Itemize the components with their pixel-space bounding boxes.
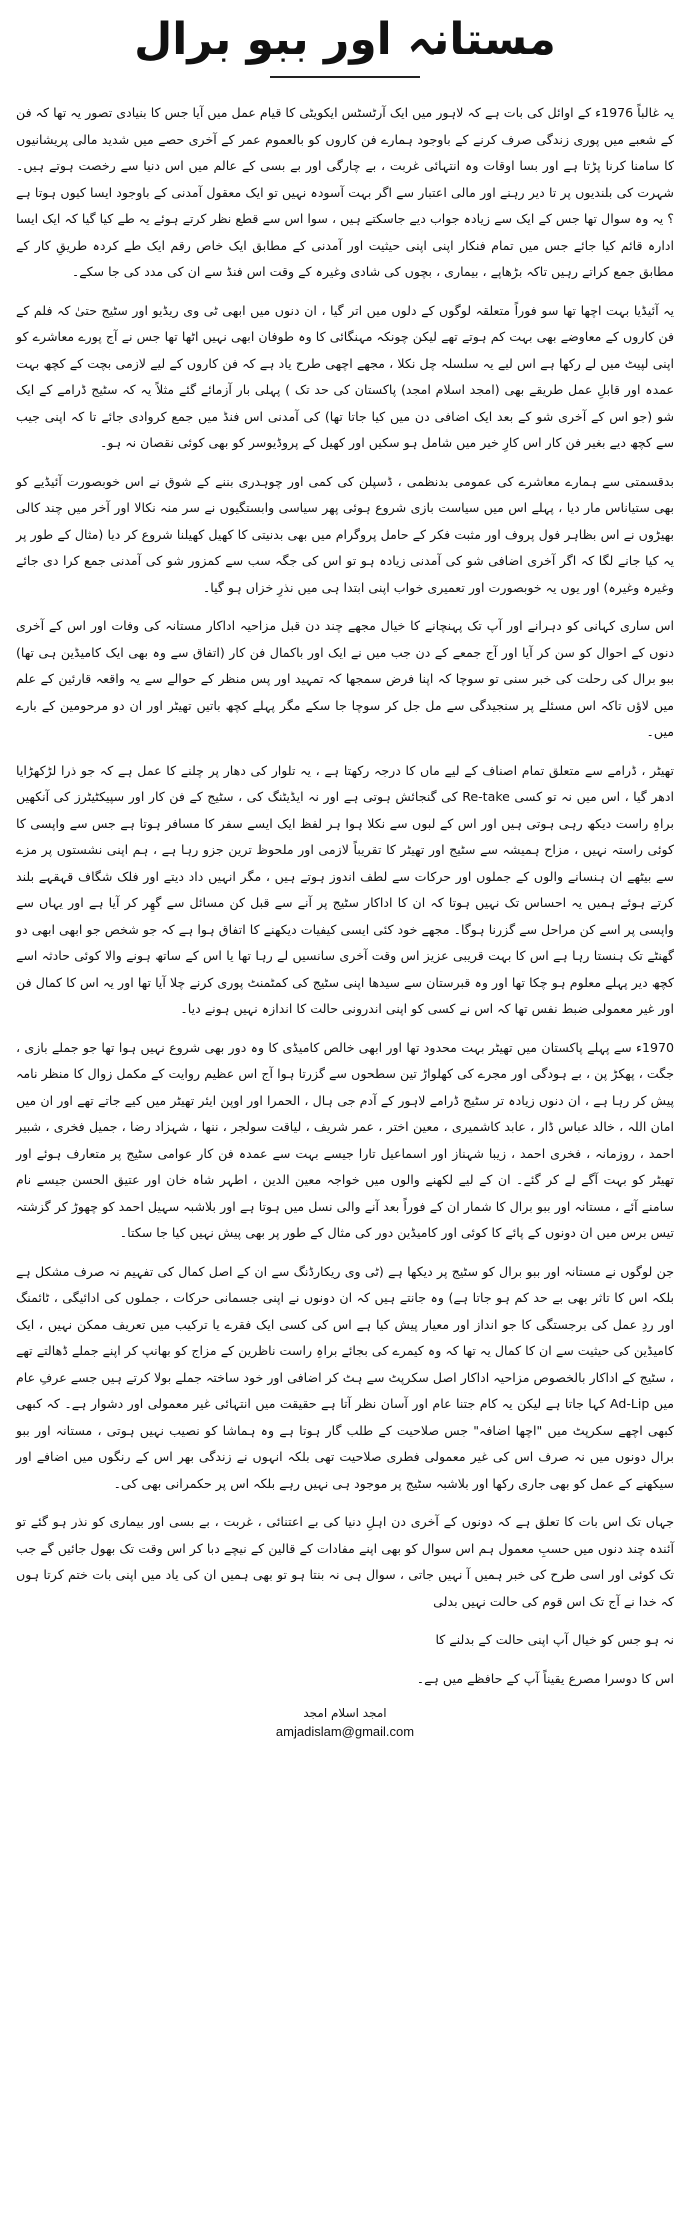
paragraph-9: نہ ہو جس کو خیال آپ اپنی حالت کے بدلنے کا xyxy=(435,1632,674,1647)
paragraph-2: یہ آئیڈیا بہت اچھا تھا سو فوراً متعلقہ لوگوں کے دلوں میں اتر گیا ، ان دنوں میں ابھی ٹی وی ریڈیو اور سٹیج حتیٰ کہ فلم کے فن کاروں کے معاوضے بھی بہت کم ہوتے تھے لیکن چونکہ مہنگائی کا وہ طوفان ابھی نہیں اٹھا تھا جس نے آج پورے معاشرے کو اپنی لپیٹ میں لے رکھا ہے اس لیے یہ سلسلہ چل نکلا ، مجھے اچھی طرح یاد ہے کہ فن کاروں کے لیے لازمی بچت کے کچھ بہت عمدہ اور قابلِ عمل طریقے بھی (امجد اسلام امجد) پاکستان کی حد تک ) پہلی بار آزمائے گئے مثلاً یہ کہ سٹیج ڈرامے کے ایک شو (جو اس کے آخری شو کے بعد ایک اضافی دن میں کیا جاتا تھا) کی آمدنی اس فنڈ میں جمع کروادی جائے تا کہ اپنی جیب سے کچھ دیے بغیر فن کار اس کارِ خیر میں شامل ہو سکیں اور کھیل کے پروڈیوسر کو بھی کوئی نقصان نہ ہو۔ xyxy=(16,302,674,450)
byline xyxy=(16,1704,674,1742)
paragraph-5: تھیٹر ، ڈرامے سے متعلق تمام اصناف کے لیے ماں کا درجہ رکھتا ہے ، یہ تلوار کی دھار پر چلنے کا عمل ہے کہ جو ذرا لڑکھڑایا ادھر گیا ، اس میں نہ تو کسی Re-take کی گنجائش ہوتی ہے اور نہ ایڈیٹنگ کی ، سٹیج کے فن کار اور سپیکٹیٹرز کی آنکھیں براہِ راست دیکھ رہی ہوتی ہیں اور اس کے لبوں سے نکلا ہوا ہر لفظ ایک ایسے سفر کا مسافر ہوتا ہے جس سے واپسی کا کوئی راستہ نہیں ، مزاح ہمیشہ سے سٹیج اور تھیٹر کا تقریباً لازمی اور ملحوظ ترین جزو رہا ہے ، ہم اپنی نشستوں پر مزے سے بیٹھے ان ہنسانے والوں کے جملوں اور حرکات سے لطف اندوز ہوتے ہیں ، مگر انہیں داد دیتے اور فلک شگاف قہقہے بلند کرتے ہوئے ہمیں یہ احساس تک نہیں ہوتا کہ ان کا اداکار سٹیج پر آنے سے قبل کن مسائل سے گھِر کر آیا ہے اور یہاں سے واپسی پر اسے کن مراحل سے گزرنا ہوگا۔ مجھے خود کئی ایسی کیفیات دیکھنے کا اتفاق ہوا ہے کہ جو شخص جو ابھی ابھی دو گھنٹے تک ہنستا رہا ہے اس کا بہت قریبی عزیز اس وقت آخری سانسیں لے رہا تھا یا اس کے ساتھ ہونے والا کوئی حادثہ اسے کچھ دیر پہلے معلوم ہو چکا تھا اور وہ قبرستان سے سیدھا اپنی سٹیج کی کمٹمنٹ پوری کرنے چلا آیا تھا اور یہ اس کا کمال فن اور غیر معمولی ضبط نفس تھا کہ اس نے کسی کو اپنی اندرونی حالت کا اندازہ نہیں ہونے دیا۔ xyxy=(16,762,674,1016)
article-body xyxy=(16,100,674,1692)
author-email[interactable]: amjadislam@gmail.com xyxy=(275,1724,415,1739)
paragraph-3: بدقسمتی سے ہمارے معاشرے کی عمومی بدنظمی ، ڈسپلن کی کمی اور چوہدری بننے کے شوق نے اس خوبصورت آئیڈیے کو بھی ستیاناس مار دیا ، پہلے اس میں سیاست بازی شروع ہوئی پھر سیاسی وابستگیوں نے سر منہ نکالا اور آخر میں چند کالی بھیڑوں نے اس بظاہر فول پروف اور مثبت فکر کے حامل پروگرام میں بھی بدنیتی کا کھیل کھیلنا شروع کر دیا (مثال کے طور پر یہ کیا جانے لگا کہ اگر آخری اضافی شو کی آمدنی زیادہ ہو تو اس کی جگہ سب سے کمزور شو کی آمدنی جمع کرا دی جائے وغیرہ وغیرہ) اور یوں یہ خوبصورت اور تعمیری خواب اپنی ابتدا ہی میں نذرِ خزاں ہو گیا۔ xyxy=(16,473,674,595)
paragraph-6: 1970ء سے پہلے پاکستان میں تھیٹر بہت محدود تھا اور ابھی خالص کامیڈی کا وہ دور بھی شروع نہیں ہوا تھا جو جملے بازی ، جگت ، پھکڑ پن ، بے ہودگی اور مجرے کی کھلواڑ تین سطحوں سے گزرتا ہوا آج اس عظیم روایت کے مکمل زوال کا منظر نامہ پیش کر رہا ہے ، ان دنوں زیادہ تر سٹیج ڈرامے لاہور کے آدم جی ہال ، الحمرا اور اوپن ایئر تھیٹر میں کیے جاتے تھے اور ان میں امان اللہ ، خالد عباس ڈار ، عابد کاشمیری ، معین اختر ، عمر شریف ، لیاقت سولجر ، ننھا ، شہزاد رضا ، جمیل فخری ، شبیر احمد ، روزمانہ ، فخری احمد ، زیبا شہناز اور اسماعیل تارا جیسے بہت سے عمدہ فن کار عوامی سٹیج پر متعارف ہوئے اور تھیٹر کو بہت آگے لے کر گئے۔ ان کے لیے لکھنے والوں میں خواجہ معین الدین ، اطہر شاہ خان اور عتیق الحسن جیسے نام سامنے آئے ، مستانہ اور ببو برال کا شمار ان کے فوراً بعد آنے والی نسل میں ہوتا ہے اور بلاشبہ سہیل احمد کو چھوڑ کر گزشتہ تیس برس میں ان دونوں کے پائے کا کوئی اور کامیڈین دور کی مثال کے طور پر بھی پیش نہیں کیا جا سکتا۔ xyxy=(16,1039,674,1240)
paragraph-1: یہ غالباً 1976ء کے اوائل کی بات ہے کہ لاہور میں ایک آرٹسٹس ایکویٹی کا قیام عمل میں آیا جس کا بنیادی تصور یہ تھا کہ فن کے شعبے میں پوری زندگی صرف کرنے کے باوجود ہمارے فن کاروں کو بالعموم عمر کے آخری حصے میں شدید مالی پریشانیوں کا سامنا کرنا پڑتا ہے اور بسا اوقات وہ انتہائی غربت ، بے چارگی اور بے بسی کے عالم میں اس دنیا سے رخصت ہوتے ہیں۔ شہرت کی بلندیوں پر تا دیر رہنے اور مالی اعتبار سے اگر بہت آسودہ نہیں تو ایک معقول آمدنی کے باوجود ایسا کیوں ہوتا ہے ؟ یہ وہ سوال تھا جس کے ایک سے زیادہ جواب دیے جاسکتے ہیں ، سوا اس سے قطع نظر کرتے ہوئے یہ طے کیا گیا کہ ایک ایسا ادارہ قائم کیا جائے جس میں تمام فنکار اپنی اپنی حیثیت اور آمدنی کے مطابق ایک خاص رقم ایک طے کردہ طریقِ کار کے مطابق جمع کراتے رہیں تاکہ بڑھاپے ، بیماری ، بچوں کی شادی وغیرہ کے وقت اس فنڈ سے ان کی مدد کی جا سکے۔ xyxy=(16,105,674,279)
paragraph-8: جہاں تک اس بات کا تعلق ہے کہ دونوں کے آخری دن اہلِ دنیا کی بے اعتنائی ، غربت ، بے بسی اور بیماری کو نذر ہو گئے تو آئندہ چند دنوں میں حسبِ معمول ہم اس سوال کو بھی اپنے مفادات کے قالین کے نیچے دبا کر اس وقت تک بھول جائیں گے جب تک کوئی اور اسی طرح کی خبر ہمیں آ نہیں جاتی ، سوال ہی نہ بنتا ہو تو بھی ہمیں ان کی یاد میں اپنی بات ختم کرتا ہوں کہ خدا نے آج تک اس قوم کی حالت نہیں بدلی xyxy=(16,1514,674,1609)
paragraph-4: اس ساری کہانی کو دہرانے اور آپ تک پہنچانے کا خیال مجھے چند دن قبل مزاحیہ اداکار مستانہ کی وفات اور اس کے آخری دنوں کے احوال کو سن کر آیا اور آج جمعے کے دن جب میں نے ایک اور باکمال فن کار (اتفاق سے وہ بھی ایک کامیڈین ہی تھا) ببو برال کی رحلت کی خبر سنی تو سوچا کہ اپنا فرض سمجھا کہ تمہید اور پس منظر کے حوالے سے یہ واقعہ قارئین کے علم میں لاؤں تاکہ اس مسئلے پر سنجیدگی سے مل جل کر سوچا جا سکے مگر پہلے کچھ باتیں تھیٹر اور ان دو مرحومین کے بارے میں۔ xyxy=(16,618,674,739)
title-underline xyxy=(270,76,420,78)
author-name: امجد اسلام امجد xyxy=(303,1706,387,1720)
paragraph-7: جن لوگوں نے مستانہ اور ببو برال کو سٹیج پر دیکھا ہے (ٹی وی ریکارڈنگ سے ان کے اصل کمال کی تفہیم نہ صرف مشکل ہے بلکہ اس کا تاثر بھی بے حد کم ہو جاتا ہے) وہ جانتے ہیں کہ ان دونوں نے اپنی جسمانی حرکات ، جملوں کی ادائیگی ، ٹائمنگ اور ردِ عمل کی برجستگی کا جو انداز اور معیار پیش کیا ہے اس کی کسی ایک فقرے یا ترکیب میں تعریف ممکن نہیں ، ایک کامیڈین کی حیثیت سے ان کا کمال یہ تھا کہ وہ کیمرے کی بجائے براہِ راست ناظرین کے مزاج کو بھانپ کر اپنے جملے ڈھالتے تھے ، سٹیج کے اداکار بالخصوص مزاحیہ اداکار اصل سکرپٹ سے ہٹ کر اضافی اور خود ساختہ جملے بولا کرتے ہیں جسے عرفِ عام میں Ad-Lip کہا جاتا ہے لیکن یہ کام جتنا عام اور آسان نظر آتا ہے حقیقت میں انتہائی غیر معمولی اور دشوار ہے۔ کہ کبھی کبھی اچھے سکرپٹ میں "اچھا اضافہ" جس صلاحیت کے طلب گار ہوتا ہے وہ ہماشا کو نصیب نہیں ہوتی ، مستانہ اور ببو برال دونوں میں نہ صرف اس کی غیر معمولی فطری صلاحیت تھی بلکہ انہوں نے زندگی بھر اس کے رنگوں میں اضافے اور سیکھنے کے عمل کو بھی جاری رکھا اور بلاشبہ سٹیج پر موجود ہی نہیں رہے بلکہ اس پر حکمرانی بھی کی۔ xyxy=(16,1263,674,1491)
column-title: مستانہ اور ببو برال xyxy=(134,14,556,65)
paragraph-10: اس کا دوسرا مصرع یقیناً آپ کے حافظے میں ہے۔ xyxy=(416,1670,674,1686)
newspaper-column xyxy=(0,10,690,2221)
